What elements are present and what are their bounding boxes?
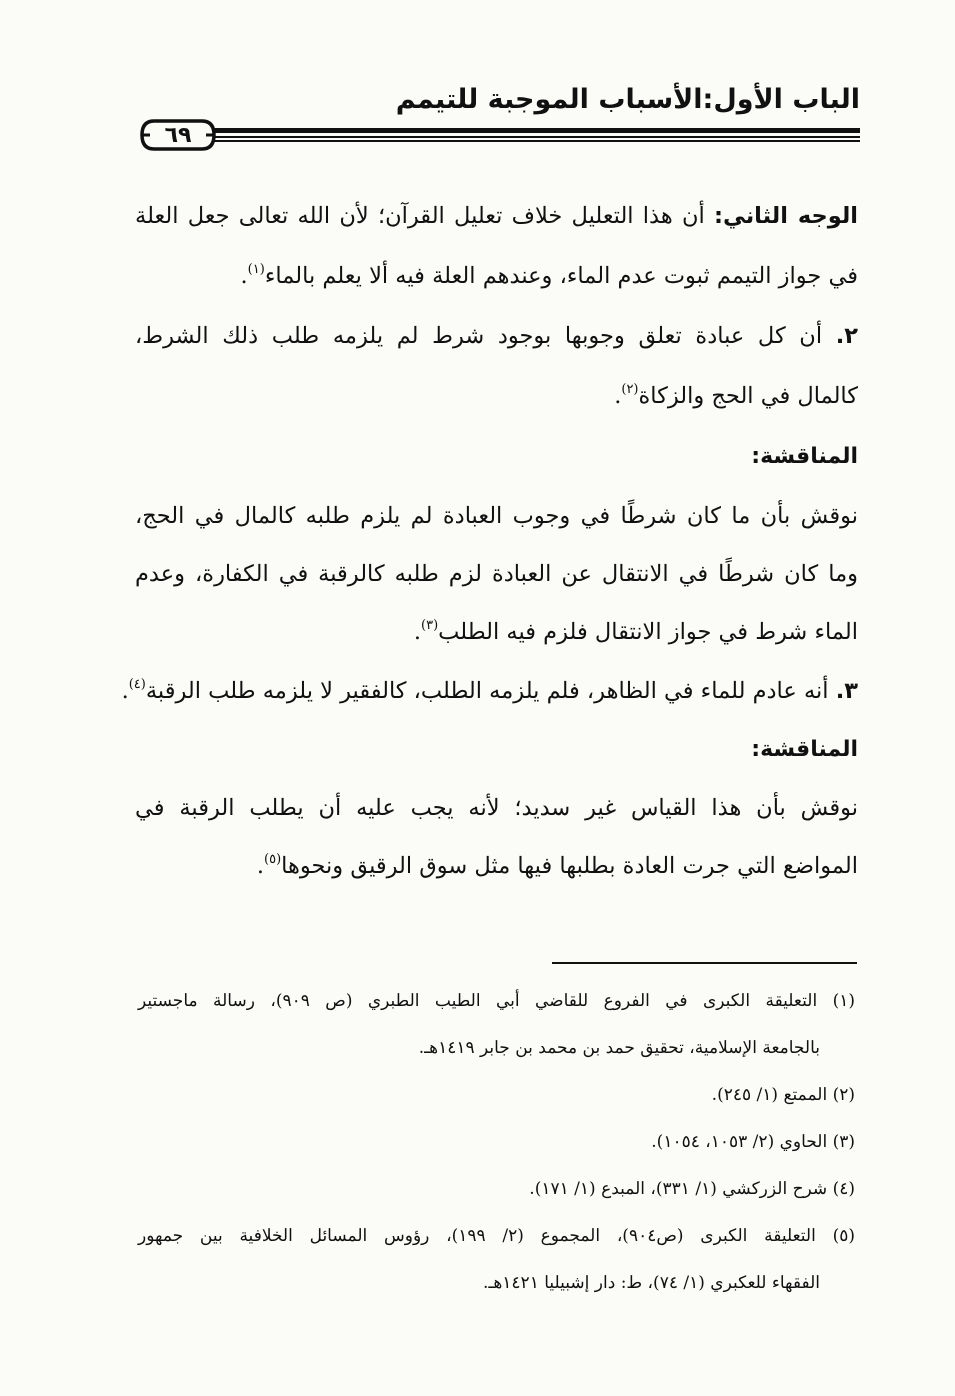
body-line-5: نوقش بأن ما كان شرطًا في وجوب العبادة لم يلزم طلبه كالمال في الحج، — [135, 503, 858, 529]
footnote-ref-2[interactable]: (٢) — [621, 382, 639, 397]
chapter-label: الباب الأول: — [702, 84, 860, 115]
footnote-ref-5[interactable]: (٥) — [264, 852, 282, 867]
body-line-7: الماء شرط في جواز الانتقال فلزم فيه الطلب$^{(٣)}$. — [413, 618, 858, 645]
footnote-3: (٣) الحاوي (٢/ ١٠٥٣، ١٠٥٤). — [651, 1132, 855, 1152]
body-line-10: المواضع التي جرت العادة بطلبها فيها مثل سوق الرقيق ونحوها$^{(٥)}$. — [256, 852, 858, 879]
footnote-1-line-2: بالجامعة الإسلامية، تحقيق حمد بن محمد بن جابر ١٤١٩هـ. — [418, 1038, 820, 1058]
footnote-4: (٤) شرح الزركشي (١/ ٣٣١)، المبدع (١/ ١٧١). — [529, 1179, 855, 1199]
body-line-2: في جواز التيمم ثبوت عدم الماء، وعندهم العلة فيه ألا يعلم بالماء$^{(١)}$. — [240, 262, 858, 289]
chapter-title: الأسباب الموجبة للتيمم — [395, 84, 703, 115]
footnote-2: (٢) الممتع (١/ ٢٤٥). — [711, 1085, 855, 1105]
footnote-separator — [552, 962, 857, 964]
body-line-9: نوقش بأن هذا القياس غير سديد؛ لأنه يجب عليه أن يطلب الرقبة في — [135, 795, 858, 821]
footnote-5-line-1: (٥) التعليقة الكبرى (ص٩٠٤)، المجموع (٢/ ١٩٩)، رؤوس المسائل الخلافية بين جمهور — [138, 1226, 855, 1246]
point-number-2: ٢. — [835, 323, 858, 349]
discussion-heading-1: المناقشة: — [751, 444, 858, 469]
footnote-1-line-1: (١) التعليقة الكبرى في الفروع للقاضي أبي الطيب الطبري (ص ٩٠٩)، رسالة ماجستير — [138, 991, 855, 1011]
footnote-ref-4[interactable]: (٤) — [128, 677, 146, 692]
discussion-heading-2: المناقشة: — [751, 737, 858, 762]
body-line-4: كالمال في الحج والزكاة$^{(٢)}$. — [614, 382, 858, 409]
header-rule — [210, 128, 860, 142]
footnote-ref-1[interactable]: (١) — [247, 262, 265, 277]
section-lead: الوجه الثاني: — [713, 203, 858, 229]
running-header — [396, 84, 860, 115]
body-line-6: وما كان شرطًا في الانتقال عن العبادة لزم طلبه كالرقبة في الكفارة، وعدم — [135, 561, 858, 587]
body-line-1: الوجه الثاني: أن هذا التعليل خلاف تعليل القرآن؛ لأن الله تعالى جعل العلة — [135, 203, 858, 229]
footnote-ref-3[interactable]: (٣) — [421, 618, 439, 633]
page-number-frame — [140, 119, 216, 151]
page-number: ٦٩ — [164, 122, 192, 148]
body-line-3: ٢. أن كل عبادة تعلق وجوبها بوجود شرط لم يلزمه طلب ذلك الشرط، — [135, 323, 858, 349]
point-number-3: ٣. — [835, 678, 858, 704]
body-line-8: ٣. أنه عادم للماء في الظاهر، فلم يلزمه الطلب، كالفقير لا يلزمه طلب الرقبة$^{(٤)}$. — [121, 677, 858, 704]
footnote-5-line-2: الفقهاء للعكبري (١/ ٧٤)، ط: دار إشبيليا ١٤٢١هـ. — [482, 1273, 820, 1293]
